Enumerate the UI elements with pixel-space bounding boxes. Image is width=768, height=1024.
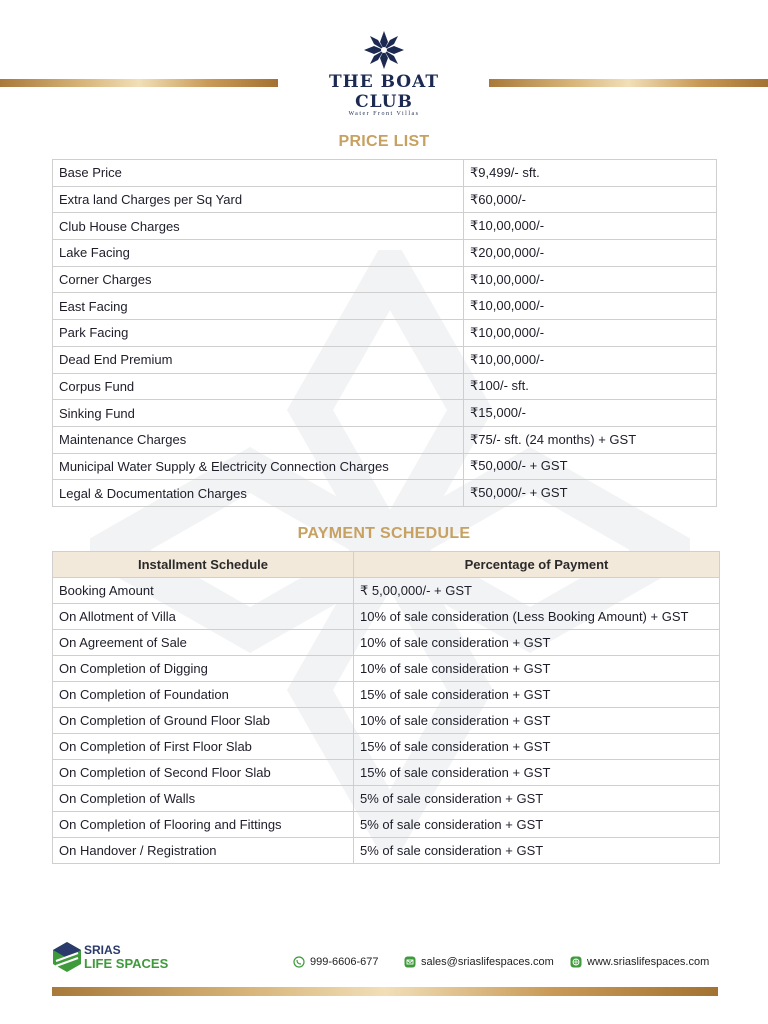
- price-item-value: ₹10,00,000/-: [464, 213, 717, 240]
- table-row: [53, 682, 720, 708]
- website-url: www.sriaslifespaces.com: [587, 956, 710, 968]
- price-item-label: Maintenance Charges: [53, 426, 464, 453]
- installment-stage: On Completion of Walls: [53, 786, 354, 812]
- table-row: [53, 426, 717, 453]
- installment-percentage: 10% of sale consideration + GST: [354, 630, 720, 656]
- price-item-label: East Facing: [53, 293, 464, 320]
- table-row: [53, 400, 717, 427]
- whatsapp-icon: [293, 956, 305, 968]
- installment-percentage: 15% of sale consideration + GST: [354, 682, 720, 708]
- price-item-value: ₹50,000/- + GST: [464, 480, 717, 507]
- brand-title: THE BOAT CLUB: [329, 72, 439, 112]
- company-logo: [52, 939, 172, 975]
- payment-schedule-table: [52, 551, 720, 864]
- price-list-title: PRICE LIST: [338, 133, 430, 150]
- table-row: [53, 604, 720, 630]
- table-row: [53, 320, 717, 347]
- column-header-percentage: Percentage of Payment: [354, 552, 720, 578]
- price-item-value: ₹10,00,000/-: [464, 320, 717, 347]
- price-item-label: Corpus Fund: [53, 373, 464, 400]
- price-list-table: [52, 159, 717, 507]
- installment-stage: On Completion of Foundation: [53, 682, 354, 708]
- contact-phone[interactable]: [293, 956, 379, 968]
- price-item-label: Park Facing: [53, 320, 464, 347]
- table-row: [53, 453, 717, 480]
- price-item-value: ₹10,00,000/-: [464, 266, 717, 293]
- installment-percentage: 10% of sale consideration + GST: [354, 656, 720, 682]
- table-row: [53, 293, 717, 320]
- price-item-label: Dead End Premium: [53, 346, 464, 373]
- price-item-label: Legal & Documentation Charges: [53, 480, 464, 507]
- price-item-value: ₹9,499/- sft.: [464, 160, 717, 187]
- installment-stage: On Agreement of Sale: [53, 630, 354, 656]
- installment-stage: On Handover / Registration: [53, 838, 354, 864]
- price-item-value: ₹20,00,000/-: [464, 240, 717, 267]
- contact-email[interactable]: [404, 956, 554, 968]
- table-row: [53, 186, 717, 213]
- table-row: [53, 240, 717, 267]
- brand-logo: [298, 30, 470, 117]
- price-item-label: Corner Charges: [53, 266, 464, 293]
- table-header-row: [53, 552, 720, 578]
- footer-gold-bar: [52, 987, 718, 996]
- srias-logo-mark-icon: [52, 941, 82, 973]
- price-item-label: Municipal Water Supply & Electricity Connection Charges: [53, 453, 464, 480]
- table-row: [53, 160, 717, 187]
- table-row: [53, 480, 717, 507]
- table-row: [53, 812, 720, 838]
- installment-stage: On Completion of Flooring and Fittings: [53, 812, 354, 838]
- table-row: [53, 346, 717, 373]
- globe-icon: [570, 956, 582, 968]
- header-gold-bar-left: [0, 79, 278, 87]
- email-address: sales@sriaslifespaces.com: [421, 956, 554, 968]
- table-row: [53, 578, 720, 604]
- installment-percentage: 5% of sale consideration + GST: [354, 786, 720, 812]
- price-item-label: Sinking Fund: [53, 400, 464, 427]
- installment-stage: Booking Amount: [53, 578, 354, 604]
- price-item-label: Base Price: [53, 160, 464, 187]
- price-item-value: ₹10,00,000/-: [464, 293, 717, 320]
- boat-club-emblem-icon: [362, 30, 406, 70]
- company-name-line2: LIFE SPACES: [84, 956, 169, 971]
- installment-percentage: 15% of sale consideration + GST: [354, 734, 720, 760]
- table-row: [53, 760, 720, 786]
- installment-percentage: 10% of sale consideration (Less Booking Amount) + GST: [354, 604, 720, 630]
- installment-percentage: ₹ 5,00,000/- + GST: [354, 578, 720, 604]
- table-row: [53, 266, 717, 293]
- header-gold-bar-right: [489, 79, 768, 87]
- installment-percentage: 15% of sale consideration + GST: [354, 760, 720, 786]
- price-item-value: ₹15,000/-: [464, 400, 717, 427]
- payment-schedule-title: PAYMENT SCHEDULE: [297, 525, 471, 542]
- installment-stage: On Completion of Second Floor Slab: [53, 760, 354, 786]
- company-name-line1: SRIAS: [84, 943, 121, 957]
- table-row: [53, 838, 720, 864]
- table-row: [53, 373, 717, 400]
- table-row: [53, 656, 720, 682]
- price-item-label: Club House Charges: [53, 213, 464, 240]
- column-header-installment: Installment Schedule: [53, 552, 354, 578]
- brand-subtitle: Water Front Villas: [348, 111, 420, 117]
- installment-stage: On Completion of First Floor Slab: [53, 734, 354, 760]
- price-item-value: ₹100/- sft.: [464, 373, 717, 400]
- installment-stage: On Allotment of Villa: [53, 604, 354, 630]
- price-item-value: ₹75/- sft. (24 months) + GST: [464, 426, 717, 453]
- installment-percentage: 5% of sale consideration + GST: [354, 812, 720, 838]
- price-item-value: ₹60,000/-: [464, 186, 717, 213]
- table-row: [53, 734, 720, 760]
- price-item-label: Extra land Charges per Sq Yard: [53, 186, 464, 213]
- table-row: [53, 708, 720, 734]
- price-item-value: ₹50,000/- + GST: [464, 453, 717, 480]
- phone-number: 999-6606-677: [310, 956, 379, 968]
- price-item-value: ₹10,00,000/-: [464, 346, 717, 373]
- installment-stage: On Completion of Digging: [53, 656, 354, 682]
- installment-percentage: 5% of sale consideration + GST: [354, 838, 720, 864]
- table-row: [53, 786, 720, 812]
- table-row: [53, 630, 720, 656]
- table-row: [53, 213, 717, 240]
- contact-website[interactable]: [570, 956, 709, 968]
- installment-percentage: 10% of sale consideration + GST: [354, 708, 720, 734]
- price-item-label: Lake Facing: [53, 240, 464, 267]
- installment-stage: On Completion of Ground Floor Slab: [53, 708, 354, 734]
- email-icon: [404, 956, 416, 968]
